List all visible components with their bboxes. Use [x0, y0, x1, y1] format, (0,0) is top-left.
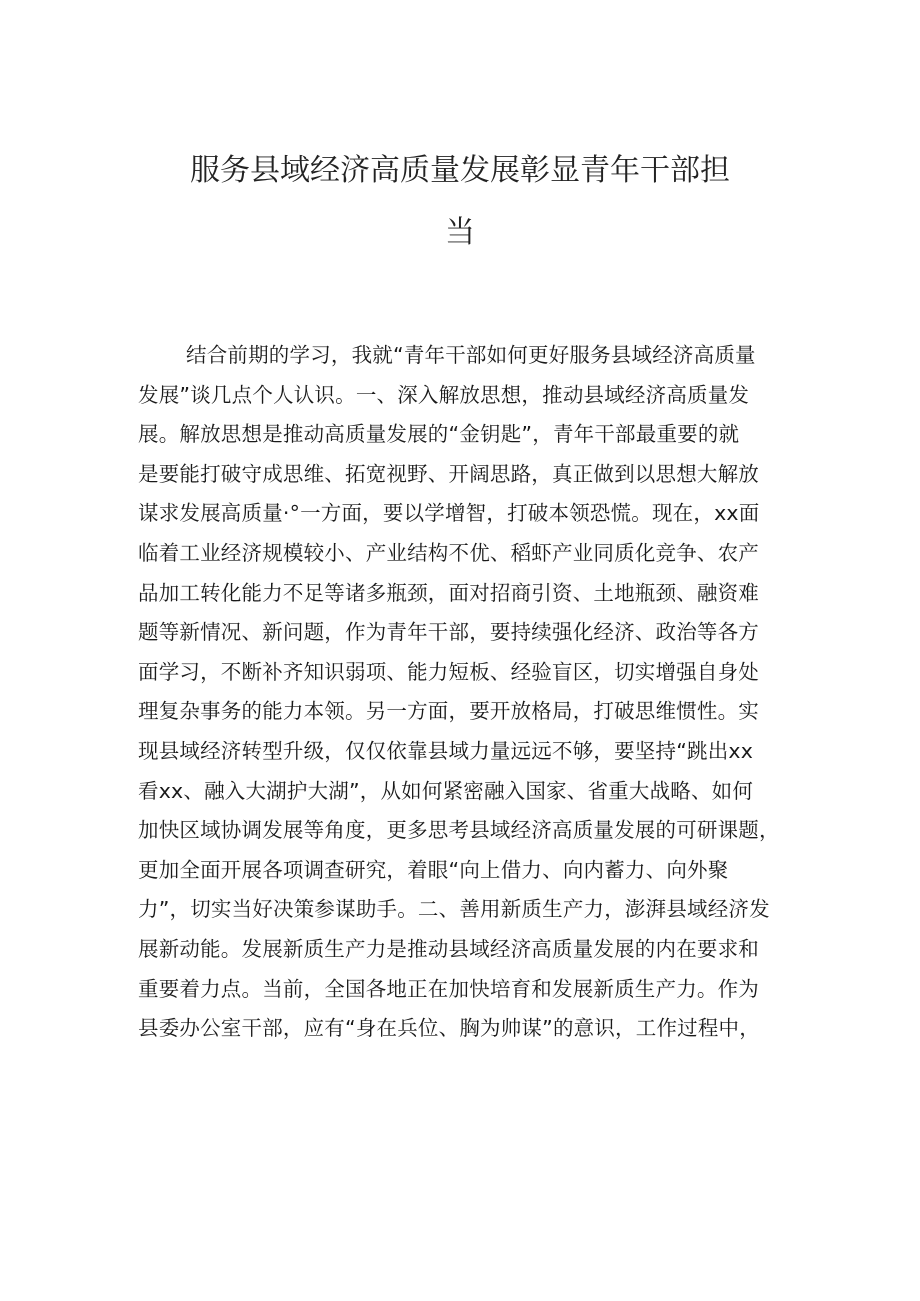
body-line: 看xx、融入大湖护大湖”，从如何紧密融入国家、省重大战略、如何: [138, 778, 754, 803]
body-line: 展。解放思想是推动高质量发展的“金钥匙”，青年干部最重要的就: [138, 422, 740, 447]
title-line: 服务县域经济高质量发展彰显青年干部担: [190, 153, 730, 188]
body-line: 题等新情况、新问题，作为青年干部，要持续强化经济、政治等各方: [138, 620, 759, 645]
body-line: 发展”谈几点个人认识。一、深入解放思想，推动县域经济高质量发: [138, 382, 750, 407]
body-line: 是要能打破守成思维、拓宽视野、开阔思路，真正做到以思想大解放: [138, 461, 759, 486]
body-line: 现县域经济转型升级，仅仅依靠县域力量远远不够，要坚持“跳出xx: [138, 738, 754, 763]
body-line: 理复杂事务的能力本领。另一方面，要开放格局，打破思维惯性。实: [138, 699, 759, 724]
body-paragraph: [138, 336, 798, 1049]
body-line: 临着工业经济规模较小、产业结构不优、稻虾产业同质化竞争、农产: [138, 540, 759, 565]
body-line: 展新动能。发展新质生产力是推动县域经济高质量发展的内在要求和: [138, 936, 759, 961]
body-line: 结合前期的学习，我就“青年干部如何更好服务县域经济高质量: [186, 343, 756, 367]
body-line: 更加全面开展各项调查研究，着眼“向上借力、向内蓄力、向外聚: [138, 857, 729, 882]
body-line: 品加工转化能力不足等诸多瓶颈，面对招商引资、土地瓶颈、融资难: [138, 580, 759, 605]
body-line: 县委办公室干部，应有“身在兵位、胸为帅谋”的意识，工作过程中，: [138, 1016, 760, 1041]
body-line: 谋求发展高质量·°一方面，要以学增智，打破本领恐慌。现在，xx面: [138, 501, 760, 526]
body-line: 力”，切实当好决策参谋助手。二、善用新质生产力，澎湃县域经济发: [138, 897, 770, 922]
body-line: 面学习，不断补齐知识弱项、能力短板、经验盲区，切实增强自身处: [138, 659, 759, 684]
body-line: 加快区域协调发展等角度，更多思考县域经济高质量发展的可研课题，: [138, 818, 780, 843]
document-title: [140, 140, 780, 264]
title-line: 当: [445, 215, 475, 250]
body-line: 重要着力点。当前，全国各地正在加快培育和发展新质生产力。作为: [138, 976, 759, 1001]
